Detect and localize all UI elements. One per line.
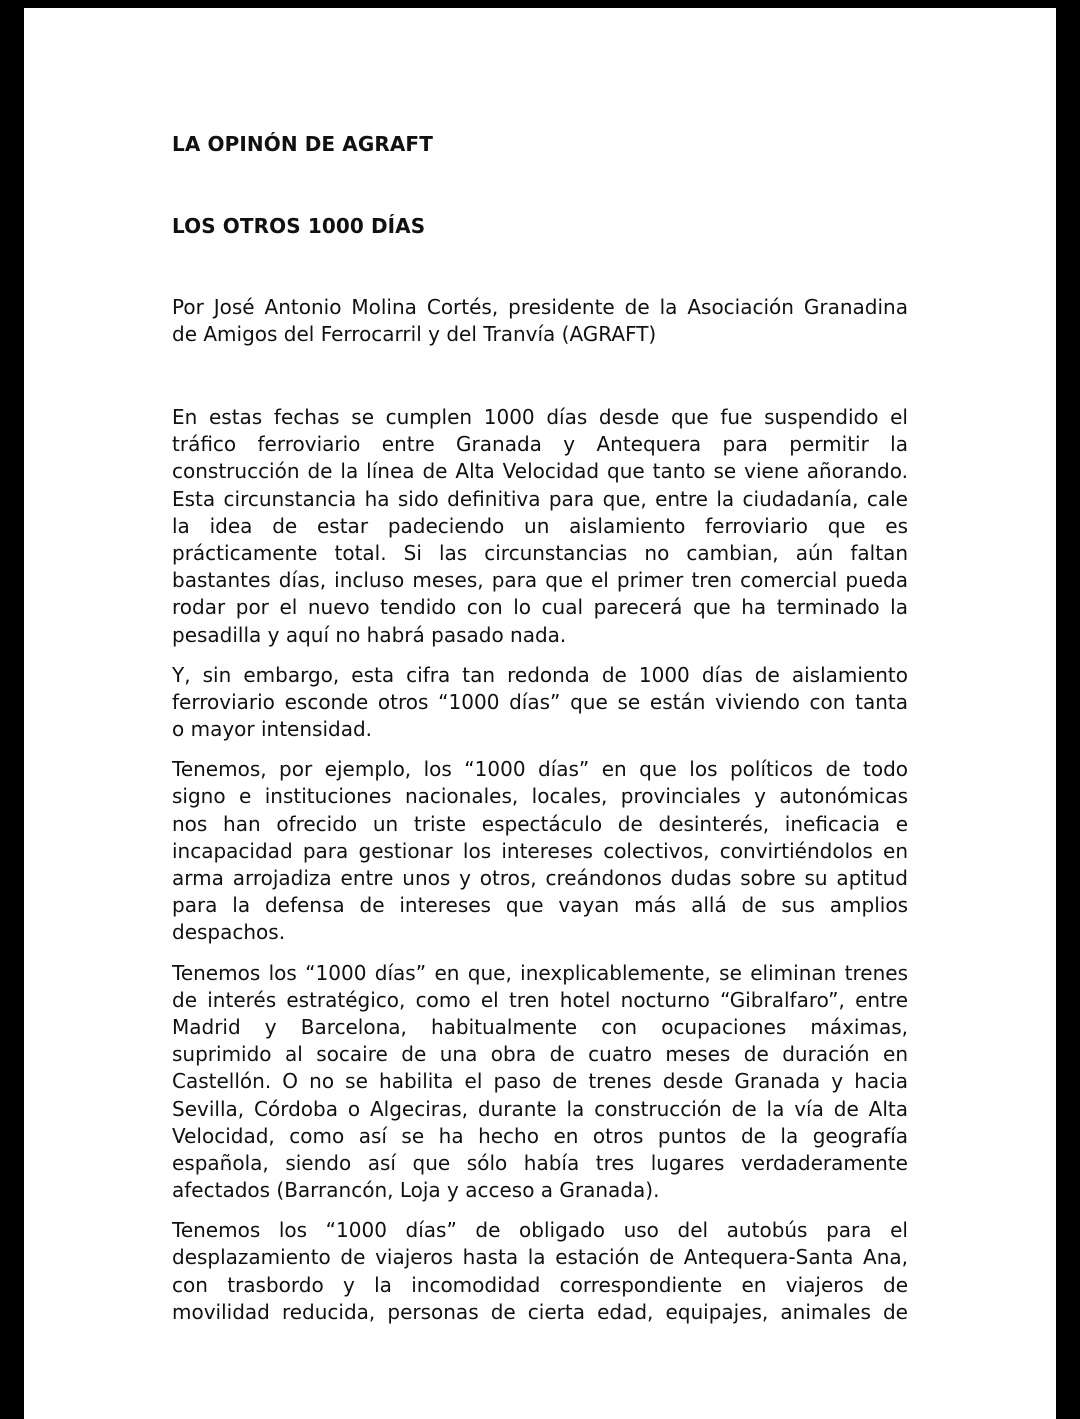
paragraph-1: [172, 404, 908, 649]
text-line: bastantes días, incluso meses, para que el primer tren comercial pueda: [172, 568, 908, 593]
byline-line: Por José Antonio Molina Cortés, presidente de la Asociación Granadina: [172, 295, 908, 319]
text-line: rodar por el nuevo tendido con lo cual parecerá que ha terminado la: [172, 595, 908, 620]
document-page: [24, 8, 1056, 1419]
article-title: LOS OTROS 1000 DÍAS: [172, 214, 426, 238]
paragraph-4: [172, 960, 908, 1205]
paragraph-3: [172, 756, 908, 946]
text-line: ferroviario esconde otros “1000 días” que se están viviendo con tanta: [172, 689, 908, 714]
text-line: arma arrojadiza entre unos y otros, creándonos dudas sobre su aptitud: [172, 866, 908, 890]
text-line: Tenemos los “1000 días” en que, inexplicablemente, se eliminan trenes: [172, 960, 908, 985]
text-line: Castellón. O no se habilita el paso de trenes desde Granada y hacia: [172, 1069, 908, 1094]
text-line: Esta circunstancia ha sido definitiva para que, entre la ciudadanía, cale: [172, 486, 908, 511]
text-line: o mayor intensidad.: [172, 717, 373, 742]
text-line: española, siendo así que sólo había tres lugares verdaderamente: [172, 1150, 908, 1175]
section-heading: LA OPINÓN DE AGRAFT: [172, 132, 433, 156]
text-line: de interés estratégico, como el tren hotel nocturno “Gibralfaro”, entre: [172, 987, 908, 1012]
article-body: [172, 404, 908, 1339]
text-line: movilidad reducida, personas de cierta edad, equipajes, animales de: [172, 1299, 908, 1324]
text-line: la idea de estar padeciendo un aislamiento ferroviario que es: [172, 513, 908, 538]
text-line: construcción de la línea de Alta Velocidad que tanto se viene añorando.: [172, 459, 908, 484]
text-line: afectados (Barrancón, Loja y acceso a Granada).: [172, 1178, 660, 1203]
text-line: incapacidad para gestionar los intereses colectivos, convirtiéndolos en: [172, 838, 908, 863]
text-line: despachos.: [172, 920, 286, 945]
text-line: desplazamiento de viajeros hasta la estación de Antequera-Santa Ana,: [172, 1245, 908, 1270]
text-line: pesadilla y aquí no habrá pasado nada.: [172, 622, 567, 647]
text-line: Tenemos los “1000 días” de obligado uso del autobús para el: [172, 1218, 908, 1243]
text-line: signo e instituciones nacionales, locales, provinciales y autonómicas: [172, 784, 908, 809]
text-line: Velocidad, como así se ha hecho en otros puntos de la geografía: [172, 1123, 908, 1148]
text-line: nos han ofrecido un triste espectáculo de desinterés, ineficacia e: [172, 811, 908, 836]
text-line: con trasbordo y la incomodidad correspondiente en viajeros de: [172, 1272, 908, 1297]
byline-line: de Amigos del Ferrocarril y del Tranvía (AGRAFT): [172, 322, 657, 347]
text-line: prácticamente total. Si las circunstancias no cambian, aún faltan: [172, 540, 908, 565]
text-line: suprimido al socaire de una obra de cuatro meses de duración en: [172, 1042, 908, 1067]
text-line: Y, sin embargo, esta cifra tan redonda de 1000 días de aislamiento: [172, 662, 908, 687]
paragraph-5: [172, 1217, 908, 1326]
text-line: para la defensa de intereses que vayan más allá de sus amplios: [172, 893, 908, 918]
byline: [172, 294, 908, 348]
text-line: tráfico ferroviario entre Granada y Antequera para permitir la: [172, 432, 908, 457]
text-line: Sevilla, Córdoba o Algeciras, durante la construcción de la vía de Alta: [172, 1096, 908, 1121]
text-line: Tenemos, por ejemplo, los “1000 días” en que los políticos de todo: [172, 757, 908, 782]
paragraph-2: [172, 662, 908, 744]
text-line: Madrid y Barcelona, habitualmente con ocupaciones máximas,: [172, 1014, 908, 1039]
text-line: En estas fechas se cumplen 1000 días desde que fue suspendido el: [172, 405, 908, 429]
